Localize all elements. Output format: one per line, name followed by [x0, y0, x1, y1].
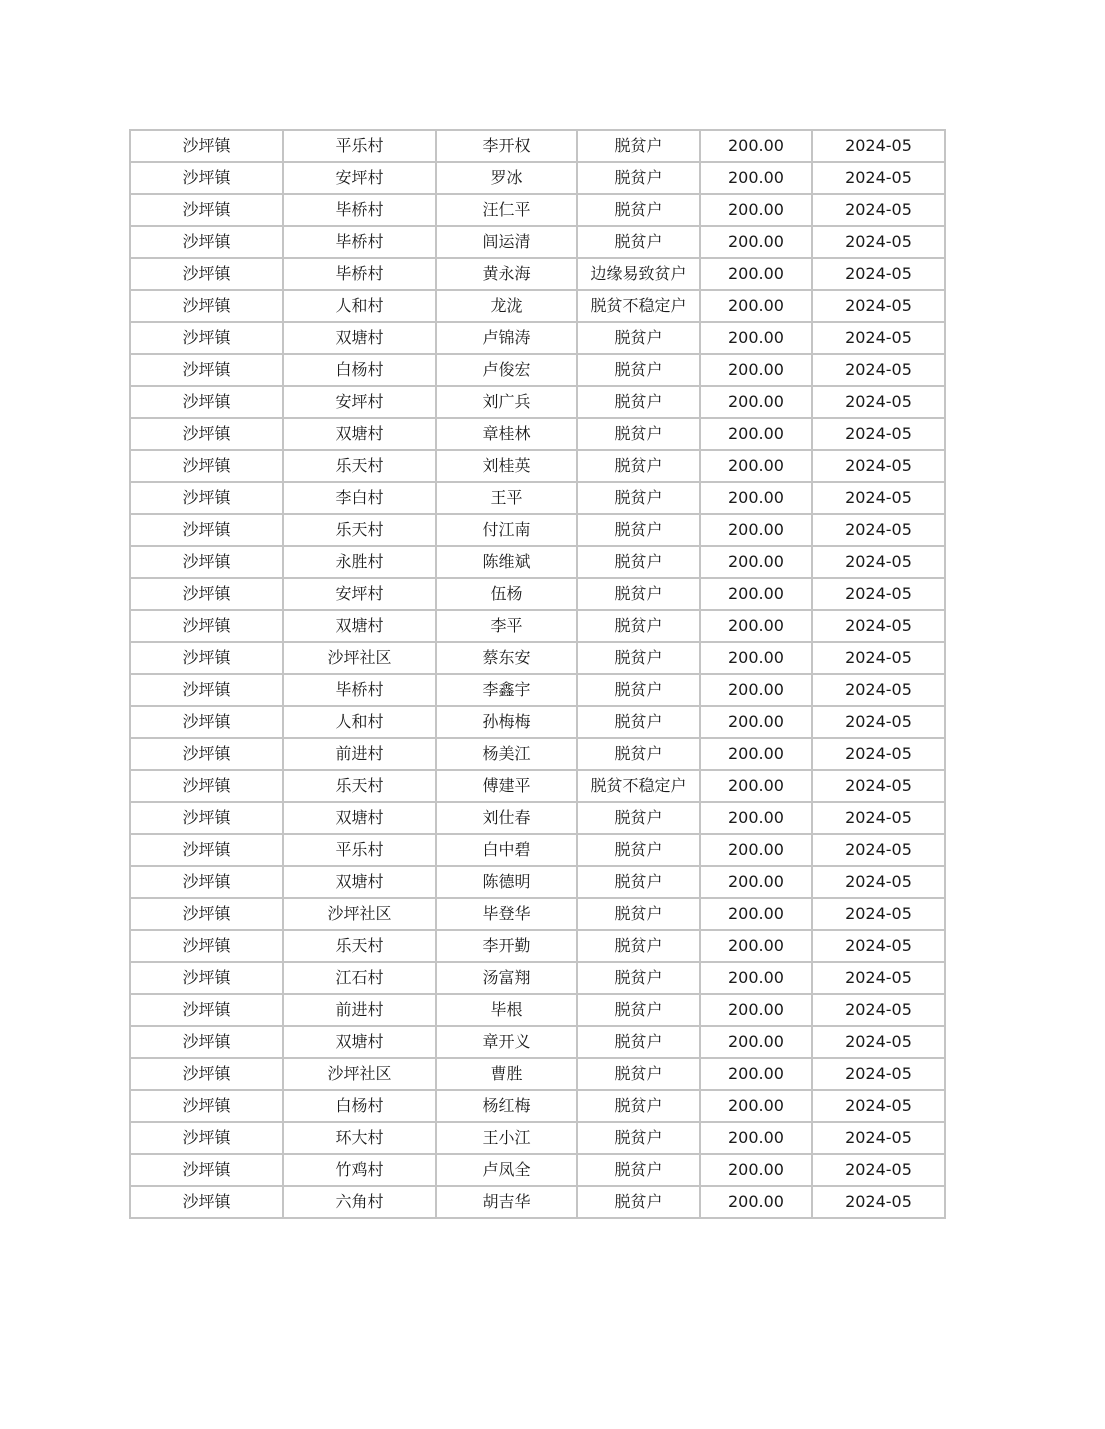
cell-name: 王平 — [436, 482, 577, 514]
table-row — [130, 770, 945, 802]
cell-amount: 200.00 — [700, 354, 812, 386]
cell-amount: 200.00 — [700, 834, 812, 866]
cell-household-type: 边缘易致贫户 — [577, 258, 700, 290]
cell-town: 沙坪镇 — [130, 578, 283, 610]
cell-town: 沙坪镇 — [130, 706, 283, 738]
cell-village: 毕桥村 — [283, 194, 436, 226]
table-row — [130, 290, 945, 322]
cell-month: 2024-05 — [812, 258, 945, 290]
cell-town: 沙坪镇 — [130, 162, 283, 194]
cell-name: 白中碧 — [436, 834, 577, 866]
cell-amount: 200.00 — [700, 418, 812, 450]
cell-household-type: 脱贫户 — [577, 674, 700, 706]
table-row — [130, 1026, 945, 1058]
cell-month: 2024-05 — [812, 290, 945, 322]
cell-household-type: 脱贫户 — [577, 610, 700, 642]
cell-town: 沙坪镇 — [130, 930, 283, 962]
cell-amount: 200.00 — [700, 1154, 812, 1186]
cell-village: 江石村 — [283, 962, 436, 994]
cell-household-type: 脱贫户 — [577, 226, 700, 258]
table-row — [130, 194, 945, 226]
cell-month: 2024-05 — [812, 386, 945, 418]
cell-month: 2024-05 — [812, 802, 945, 834]
table-row — [130, 738, 945, 770]
cell-household-type: 脱贫不稳定户 — [577, 770, 700, 802]
cell-month: 2024-05 — [812, 642, 945, 674]
cell-name: 卢俊宏 — [436, 354, 577, 386]
cell-name: 陈德明 — [436, 866, 577, 898]
cell-amount: 200.00 — [700, 674, 812, 706]
cell-village: 乐天村 — [283, 450, 436, 482]
cell-household-type: 脱贫户 — [577, 1090, 700, 1122]
table-row — [130, 1058, 945, 1090]
cell-town: 沙坪镇 — [130, 834, 283, 866]
table-row — [130, 994, 945, 1026]
cell-village: 六角村 — [283, 1186, 436, 1218]
cell-month: 2024-05 — [812, 226, 945, 258]
cell-name: 汤富翔 — [436, 962, 577, 994]
cell-name: 卢凤全 — [436, 1154, 577, 1186]
cell-amount: 200.00 — [700, 930, 812, 962]
cell-name: 毕登华 — [436, 898, 577, 930]
table-row — [130, 866, 945, 898]
cell-household-type: 脱贫户 — [577, 386, 700, 418]
cell-amount: 200.00 — [700, 802, 812, 834]
cell-village: 沙坪社区 — [283, 642, 436, 674]
cell-month: 2024-05 — [812, 322, 945, 354]
cell-town: 沙坪镇 — [130, 386, 283, 418]
cell-town: 沙坪镇 — [130, 738, 283, 770]
cell-household-type: 脱贫户 — [577, 162, 700, 194]
cell-month: 2024-05 — [812, 1090, 945, 1122]
table-row — [130, 962, 945, 994]
cell-village: 双塘村 — [283, 802, 436, 834]
table-row — [130, 546, 945, 578]
table-row — [130, 418, 945, 450]
subsidy-table — [129, 129, 946, 1219]
cell-name: 孙梅梅 — [436, 706, 577, 738]
cell-village: 环大村 — [283, 1122, 436, 1154]
cell-village: 乐天村 — [283, 930, 436, 962]
cell-town: 沙坪镇 — [130, 418, 283, 450]
table-row — [130, 258, 945, 290]
cell-village: 毕桥村 — [283, 258, 436, 290]
cell-town: 沙坪镇 — [130, 770, 283, 802]
cell-village: 沙坪社区 — [283, 1058, 436, 1090]
cell-month: 2024-05 — [812, 1058, 945, 1090]
cell-household-type: 脱贫户 — [577, 514, 700, 546]
cell-village: 前进村 — [283, 738, 436, 770]
cell-town: 沙坪镇 — [130, 1122, 283, 1154]
cell-amount: 200.00 — [700, 162, 812, 194]
cell-name: 毕根 — [436, 994, 577, 1026]
cell-month: 2024-05 — [812, 450, 945, 482]
cell-amount: 200.00 — [700, 642, 812, 674]
cell-town: 沙坪镇 — [130, 866, 283, 898]
cell-household-type: 脱贫户 — [577, 546, 700, 578]
cell-town: 沙坪镇 — [130, 1058, 283, 1090]
cell-month: 2024-05 — [812, 194, 945, 226]
table-row — [130, 322, 945, 354]
table-row — [130, 1090, 945, 1122]
cell-amount: 200.00 — [700, 610, 812, 642]
cell-amount: 200.00 — [700, 258, 812, 290]
table-row — [130, 1186, 945, 1218]
cell-amount: 200.00 — [700, 290, 812, 322]
cell-household-type: 脱贫户 — [577, 450, 700, 482]
cell-household-type: 脱贫不稳定户 — [577, 290, 700, 322]
cell-name: 章开义 — [436, 1026, 577, 1058]
cell-name: 王小江 — [436, 1122, 577, 1154]
cell-household-type: 脱贫户 — [577, 994, 700, 1026]
cell-amount: 200.00 — [700, 866, 812, 898]
table-row — [130, 482, 945, 514]
cell-name: 罗冰 — [436, 162, 577, 194]
cell-household-type: 脱贫户 — [577, 1026, 700, 1058]
cell-amount: 200.00 — [700, 386, 812, 418]
cell-amount: 200.00 — [700, 578, 812, 610]
cell-village: 安坪村 — [283, 578, 436, 610]
cell-household-type: 脱贫户 — [577, 322, 700, 354]
cell-name: 伍杨 — [436, 578, 577, 610]
cell-town: 沙坪镇 — [130, 1026, 283, 1058]
cell-village: 毕桥村 — [283, 674, 436, 706]
table-row — [130, 1154, 945, 1186]
cell-household-type: 脱贫户 — [577, 130, 700, 162]
cell-amount: 200.00 — [700, 130, 812, 162]
cell-month: 2024-05 — [812, 962, 945, 994]
cell-household-type: 脱贫户 — [577, 1154, 700, 1186]
cell-town: 沙坪镇 — [130, 258, 283, 290]
cell-town: 沙坪镇 — [130, 674, 283, 706]
cell-amount: 200.00 — [700, 226, 812, 258]
table-row — [130, 930, 945, 962]
cell-town: 沙坪镇 — [130, 290, 283, 322]
cell-household-type: 脱贫户 — [577, 802, 700, 834]
cell-village: 双塘村 — [283, 322, 436, 354]
cell-town: 沙坪镇 — [130, 130, 283, 162]
table-row — [130, 514, 945, 546]
cell-month: 2024-05 — [812, 674, 945, 706]
table-row — [130, 226, 945, 258]
cell-amount: 200.00 — [700, 1122, 812, 1154]
cell-amount: 200.00 — [700, 898, 812, 930]
cell-town: 沙坪镇 — [130, 354, 283, 386]
cell-household-type: 脱贫户 — [577, 194, 700, 226]
cell-household-type: 脱贫户 — [577, 578, 700, 610]
cell-village: 人和村 — [283, 290, 436, 322]
cell-village: 双塘村 — [283, 866, 436, 898]
cell-month: 2024-05 — [812, 1026, 945, 1058]
cell-town: 沙坪镇 — [130, 802, 283, 834]
cell-month: 2024-05 — [812, 930, 945, 962]
cell-name: 李开权 — [436, 130, 577, 162]
cell-amount: 200.00 — [700, 706, 812, 738]
cell-town: 沙坪镇 — [130, 450, 283, 482]
cell-name: 章桂林 — [436, 418, 577, 450]
cell-village: 前进村 — [283, 994, 436, 1026]
cell-village: 沙坪社区 — [283, 898, 436, 930]
table-row — [130, 130, 945, 162]
cell-village: 竹鸡村 — [283, 1154, 436, 1186]
cell-amount: 200.00 — [700, 450, 812, 482]
cell-month: 2024-05 — [812, 130, 945, 162]
cell-village: 乐天村 — [283, 770, 436, 802]
cell-amount: 200.00 — [700, 1058, 812, 1090]
cell-amount: 200.00 — [700, 994, 812, 1026]
cell-village: 安坪村 — [283, 162, 436, 194]
cell-village: 乐天村 — [283, 514, 436, 546]
cell-amount: 200.00 — [700, 514, 812, 546]
cell-amount: 200.00 — [700, 546, 812, 578]
table-row — [130, 674, 945, 706]
cell-town: 沙坪镇 — [130, 482, 283, 514]
cell-household-type: 脱贫户 — [577, 898, 700, 930]
cell-village: 双塘村 — [283, 610, 436, 642]
cell-amount: 200.00 — [700, 194, 812, 226]
cell-town: 沙坪镇 — [130, 226, 283, 258]
cell-village: 平乐村 — [283, 834, 436, 866]
cell-town: 沙坪镇 — [130, 322, 283, 354]
cell-amount: 200.00 — [700, 1090, 812, 1122]
cell-month: 2024-05 — [812, 866, 945, 898]
cell-village: 白杨村 — [283, 1090, 436, 1122]
cell-name: 胡吉华 — [436, 1186, 577, 1218]
cell-month: 2024-05 — [812, 1122, 945, 1154]
cell-name: 刘广兵 — [436, 386, 577, 418]
cell-amount: 200.00 — [700, 770, 812, 802]
table-row — [130, 898, 945, 930]
cell-name: 杨红梅 — [436, 1090, 577, 1122]
cell-month: 2024-05 — [812, 994, 945, 1026]
cell-name: 刘桂英 — [436, 450, 577, 482]
table-row — [130, 578, 945, 610]
cell-amount: 200.00 — [700, 482, 812, 514]
cell-town: 沙坪镇 — [130, 962, 283, 994]
cell-name: 傅建平 — [436, 770, 577, 802]
cell-household-type: 脱贫户 — [577, 834, 700, 866]
cell-name: 曹胜 — [436, 1058, 577, 1090]
cell-month: 2024-05 — [812, 546, 945, 578]
cell-month: 2024-05 — [812, 610, 945, 642]
cell-household-type: 脱贫户 — [577, 418, 700, 450]
table-row — [130, 162, 945, 194]
cell-town: 沙坪镇 — [130, 514, 283, 546]
table-row — [130, 802, 945, 834]
cell-name: 付江南 — [436, 514, 577, 546]
cell-amount: 200.00 — [700, 962, 812, 994]
cell-village: 双塘村 — [283, 418, 436, 450]
cell-name: 陈维斌 — [436, 546, 577, 578]
cell-village: 平乐村 — [283, 130, 436, 162]
cell-town: 沙坪镇 — [130, 1090, 283, 1122]
cell-month: 2024-05 — [812, 1154, 945, 1186]
cell-month: 2024-05 — [812, 578, 945, 610]
cell-name: 龙泷 — [436, 290, 577, 322]
cell-month: 2024-05 — [812, 1186, 945, 1218]
cell-household-type: 脱贫户 — [577, 930, 700, 962]
cell-village: 安坪村 — [283, 386, 436, 418]
cell-month: 2024-05 — [812, 162, 945, 194]
cell-name: 李平 — [436, 610, 577, 642]
cell-amount: 200.00 — [700, 1026, 812, 1058]
table-row — [130, 706, 945, 738]
cell-amount: 200.00 — [700, 1186, 812, 1218]
table-row — [130, 1122, 945, 1154]
cell-village: 李白村 — [283, 482, 436, 514]
cell-town: 沙坪镇 — [130, 194, 283, 226]
table-row — [130, 642, 945, 674]
cell-household-type: 脱贫户 — [577, 738, 700, 770]
cell-amount: 200.00 — [700, 738, 812, 770]
cell-household-type: 脱贫户 — [577, 642, 700, 674]
table-row — [130, 610, 945, 642]
table-row — [130, 834, 945, 866]
cell-household-type: 脱贫户 — [577, 1058, 700, 1090]
cell-name: 杨美江 — [436, 738, 577, 770]
cell-household-type: 脱贫户 — [577, 962, 700, 994]
cell-village: 永胜村 — [283, 546, 436, 578]
cell-name: 蔡东安 — [436, 642, 577, 674]
cell-month: 2024-05 — [812, 898, 945, 930]
cell-town: 沙坪镇 — [130, 898, 283, 930]
cell-month: 2024-05 — [812, 418, 945, 450]
table-row — [130, 354, 945, 386]
cell-month: 2024-05 — [812, 514, 945, 546]
cell-name: 黄永海 — [436, 258, 577, 290]
cell-town: 沙坪镇 — [130, 1186, 283, 1218]
table-row — [130, 450, 945, 482]
cell-household-type: 脱贫户 — [577, 1186, 700, 1218]
cell-month: 2024-05 — [812, 738, 945, 770]
cell-town: 沙坪镇 — [130, 1154, 283, 1186]
cell-name: 李鑫宇 — [436, 674, 577, 706]
cell-month: 2024-05 — [812, 770, 945, 802]
cell-name: 汪仁平 — [436, 194, 577, 226]
cell-household-type: 脱贫户 — [577, 1122, 700, 1154]
table-row — [130, 386, 945, 418]
cell-household-type: 脱贫户 — [577, 866, 700, 898]
cell-name: 闾运清 — [436, 226, 577, 258]
cell-month: 2024-05 — [812, 482, 945, 514]
table-body — [130, 130, 945, 1218]
cell-amount: 200.00 — [700, 322, 812, 354]
cell-town: 沙坪镇 — [130, 546, 283, 578]
cell-town: 沙坪镇 — [130, 610, 283, 642]
cell-name: 卢锦涛 — [436, 322, 577, 354]
cell-household-type: 脱贫户 — [577, 706, 700, 738]
cell-month: 2024-05 — [812, 834, 945, 866]
cell-village: 毕桥村 — [283, 226, 436, 258]
cell-village: 白杨村 — [283, 354, 436, 386]
cell-town: 沙坪镇 — [130, 642, 283, 674]
cell-village: 双塘村 — [283, 1026, 436, 1058]
cell-month: 2024-05 — [812, 354, 945, 386]
cell-village: 人和村 — [283, 706, 436, 738]
cell-town: 沙坪镇 — [130, 994, 283, 1026]
cell-household-type: 脱贫户 — [577, 482, 700, 514]
cell-name: 李开勤 — [436, 930, 577, 962]
cell-name: 刘仕春 — [436, 802, 577, 834]
cell-household-type: 脱贫户 — [577, 354, 700, 386]
cell-month: 2024-05 — [812, 706, 945, 738]
